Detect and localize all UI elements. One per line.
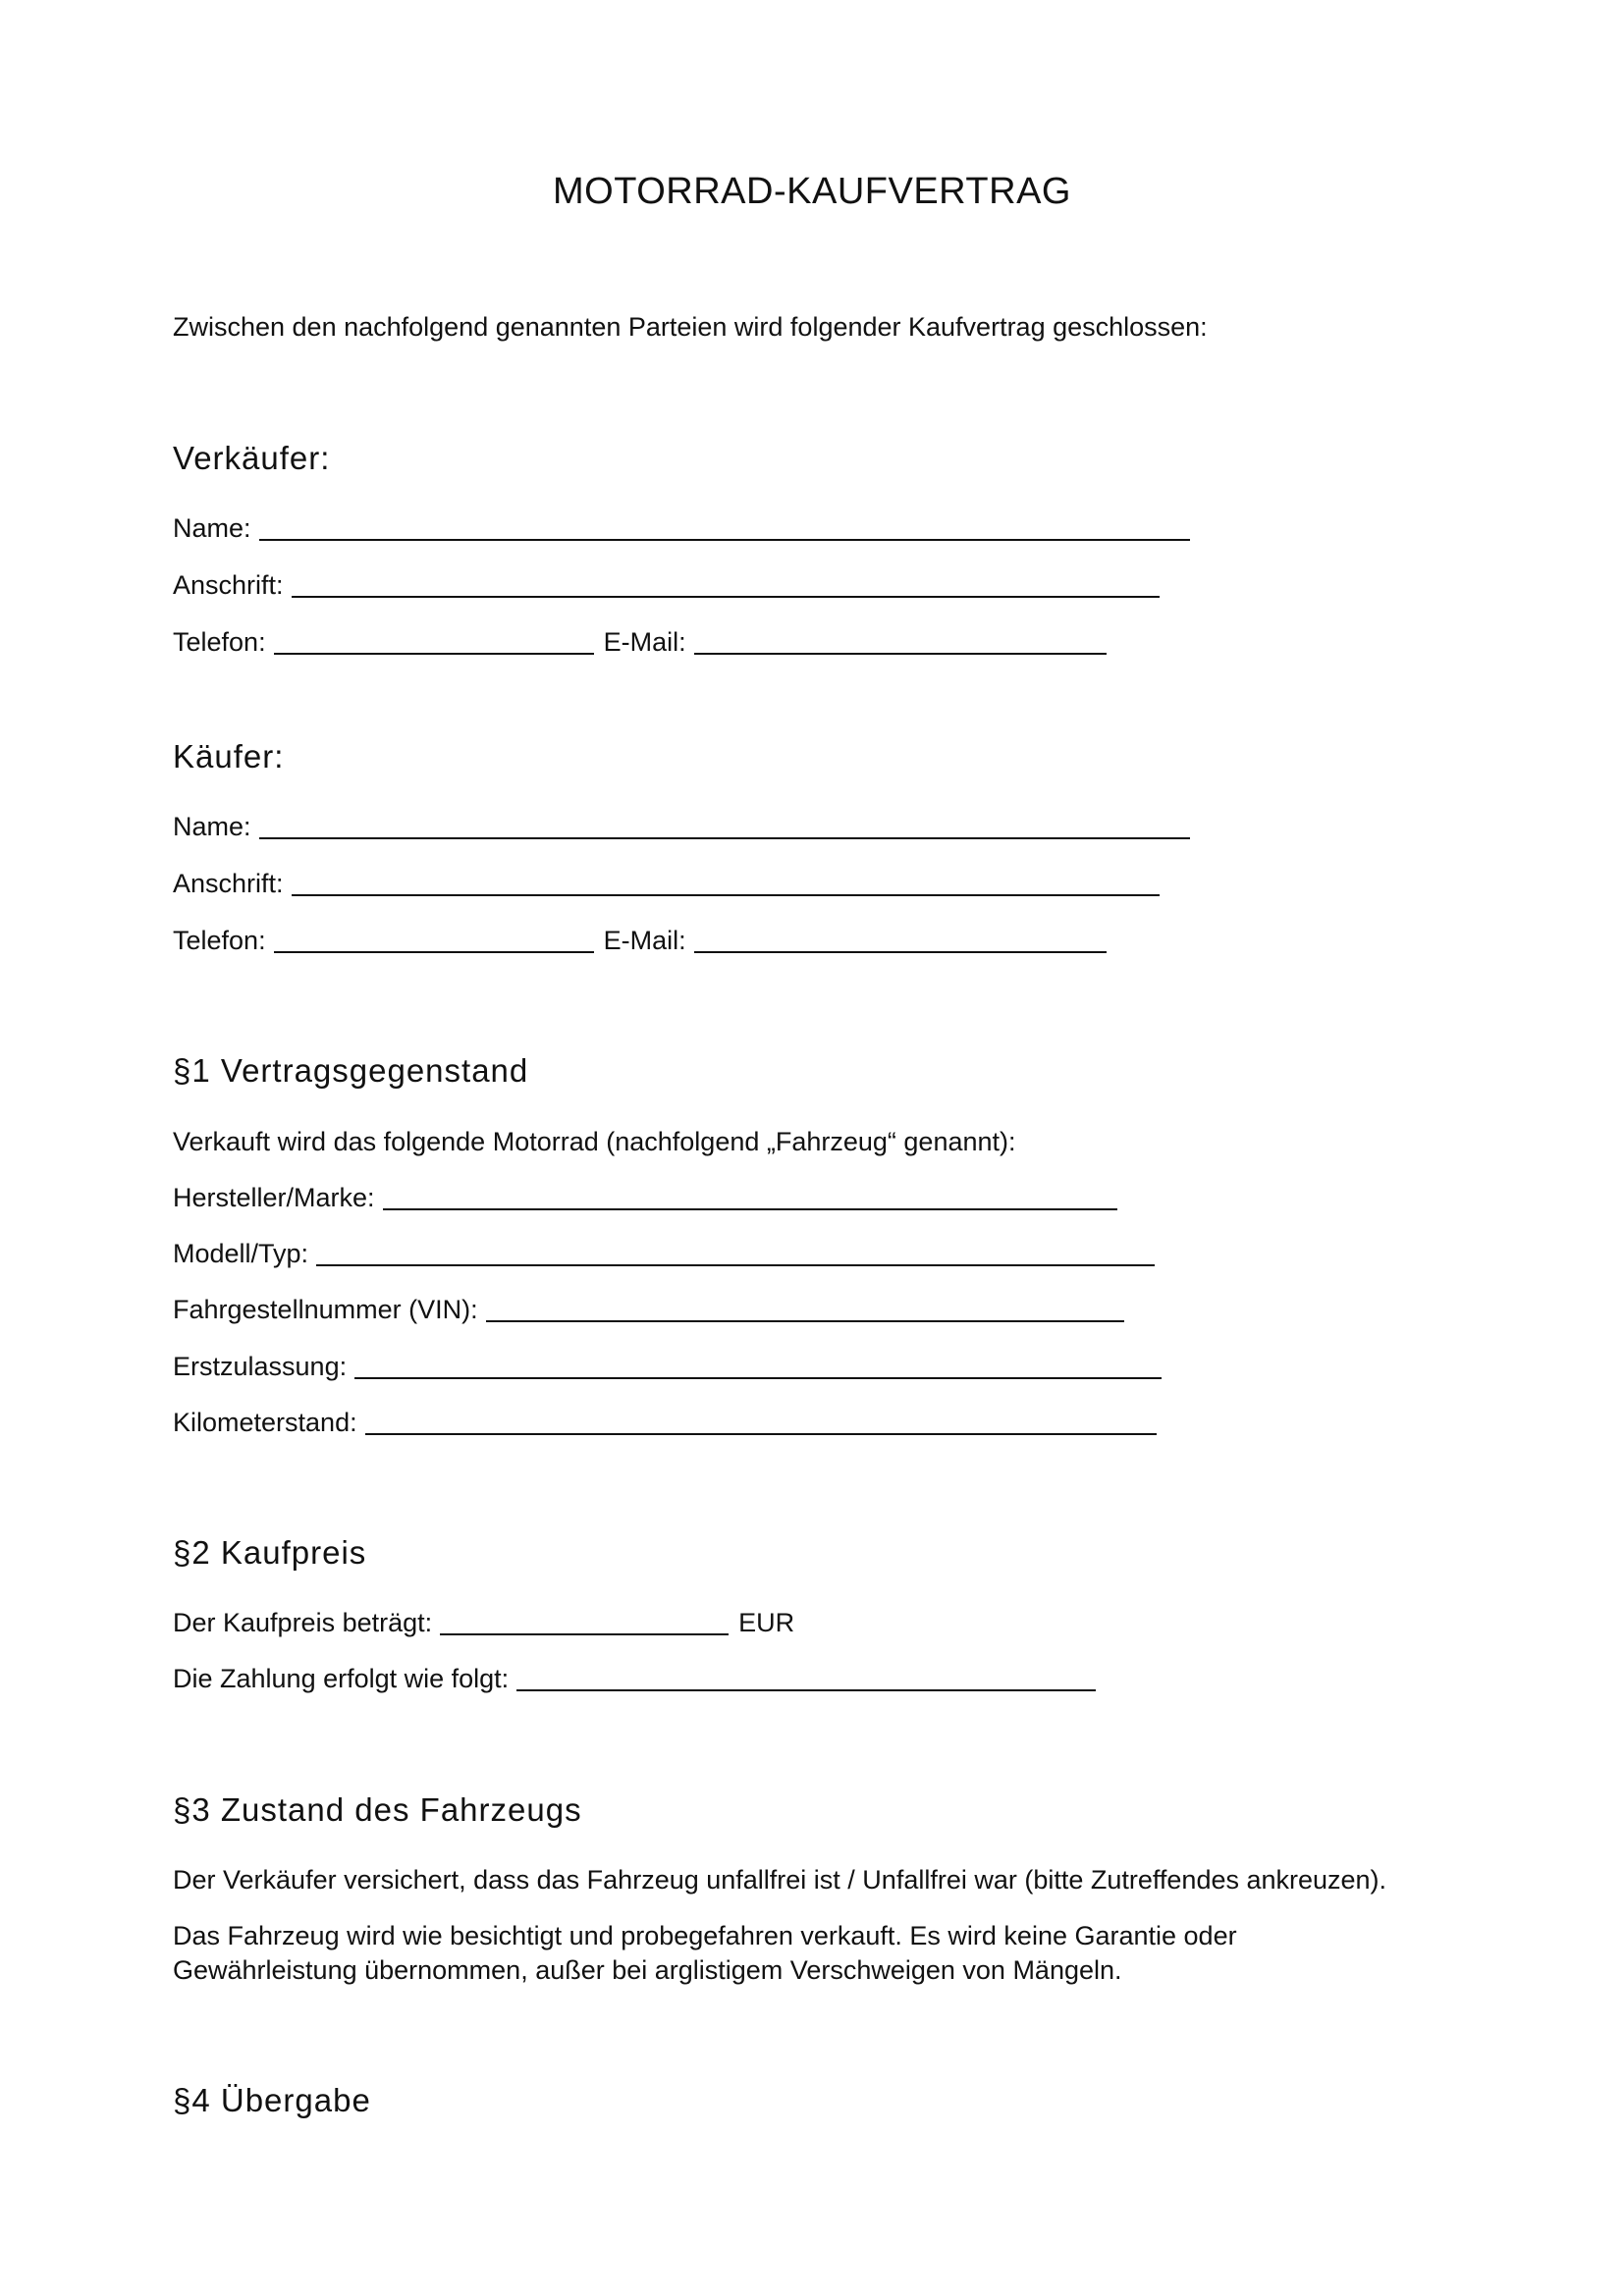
manufacturer-blank[interactable] bbox=[383, 1185, 1117, 1210]
seller-phone-blank[interactable] bbox=[274, 629, 594, 655]
registration-blank[interactable] bbox=[354, 1354, 1162, 1379]
model-blank[interactable] bbox=[316, 1241, 1155, 1266]
mileage-label: Kilometerstand: bbox=[173, 1408, 357, 1437]
manufacturer-label: Hersteller/Marke: bbox=[173, 1183, 375, 1212]
price-blank[interactable] bbox=[440, 1610, 729, 1635]
section3-condition-text: Der Verkäufer versichert, dass das Fahrzeug unfallfrei ist / Unfallfrei war (bitte Zutreffendes ankreuzen). bbox=[173, 1865, 1387, 1895]
registration-label: Erstzulassung: bbox=[173, 1352, 348, 1381]
buyer-address-field bbox=[173, 869, 1160, 899]
vin-blank[interactable] bbox=[486, 1297, 1124, 1322]
vin-field bbox=[173, 1295, 1124, 1325]
buyer-name-field bbox=[173, 812, 1190, 842]
buyer-phone-label: Telefon: bbox=[173, 926, 266, 955]
section1-intro: Verkauft wird das folgende Motorrad (nachfolgend „Fahrzeug“ genannt): bbox=[173, 1127, 1016, 1156]
section3-warranty-text-line2: Gewährleistung übernommen, außer bei arglistigem Verschweigen von Mängeln. bbox=[173, 1955, 1122, 1985]
seller-name-label: Name: bbox=[173, 513, 251, 543]
buyer-contact-field bbox=[173, 926, 1107, 956]
section3-warranty-text-line1: Das Fahrzeug wird wie besichtigt und probegefahren verkauft. Es wird keine Garantie oder bbox=[173, 1921, 1237, 1950]
seller-address-field bbox=[173, 570, 1160, 601]
mileage-blank[interactable] bbox=[365, 1410, 1157, 1435]
seller-name-field bbox=[173, 513, 1190, 544]
seller-address-label: Anschrift: bbox=[173, 570, 284, 600]
price-field bbox=[173, 1608, 794, 1638]
payment-label: Die Zahlung erfolgt wie folgt: bbox=[173, 1664, 510, 1693]
buyer-email-label: E-Mail: bbox=[603, 926, 686, 955]
model-label: Modell/Typ: bbox=[173, 1239, 309, 1268]
buyer-name-label: Name: bbox=[173, 812, 251, 841]
seller-email-blank[interactable] bbox=[694, 629, 1107, 655]
seller-heading: Verkäufer: bbox=[173, 440, 331, 476]
registration-field bbox=[173, 1352, 1162, 1382]
payment-field bbox=[173, 1664, 1096, 1694]
price-label: Der Kaufpreis beträgt: bbox=[173, 1608, 433, 1637]
mileage-field bbox=[173, 1408, 1157, 1438]
buyer-name-blank[interactable] bbox=[259, 814, 1190, 839]
seller-contact-field bbox=[173, 627, 1107, 658]
buyer-address-label: Anschrift: bbox=[173, 869, 284, 898]
payment-blank[interactable] bbox=[516, 1666, 1096, 1691]
manufacturer-field bbox=[173, 1183, 1117, 1213]
seller-email-label: E-Mail: bbox=[603, 627, 686, 657]
document-title: MOTORRAD-KAUFVERTRAG bbox=[553, 171, 1071, 212]
section2-heading: §2 Kaufpreis bbox=[173, 1534, 367, 1571]
seller-phone-label: Telefon: bbox=[173, 627, 266, 657]
intro-text: Zwischen den nachfolgend genannten Parteien wird folgender Kaufvertrag geschlossen: bbox=[173, 312, 1208, 342]
buyer-address-blank[interactable] bbox=[292, 871, 1160, 896]
model-field bbox=[173, 1239, 1155, 1269]
vin-label: Fahrgestellnummer (VIN): bbox=[173, 1295, 478, 1324]
price-currency: EUR bbox=[738, 1608, 795, 1637]
section4-heading: §4 Übergabe bbox=[173, 2082, 371, 2118]
buyer-email-blank[interactable] bbox=[694, 928, 1107, 953]
seller-name-blank[interactable] bbox=[259, 515, 1190, 541]
section1-heading: §1 Vertragsgegenstand bbox=[173, 1052, 529, 1089]
buyer-heading: Käufer: bbox=[173, 738, 285, 774]
section3-heading: §3 Zustand des Fahrzeugs bbox=[173, 1791, 582, 1828]
buyer-phone-blank[interactable] bbox=[274, 928, 594, 953]
seller-address-blank[interactable] bbox=[292, 572, 1160, 598]
